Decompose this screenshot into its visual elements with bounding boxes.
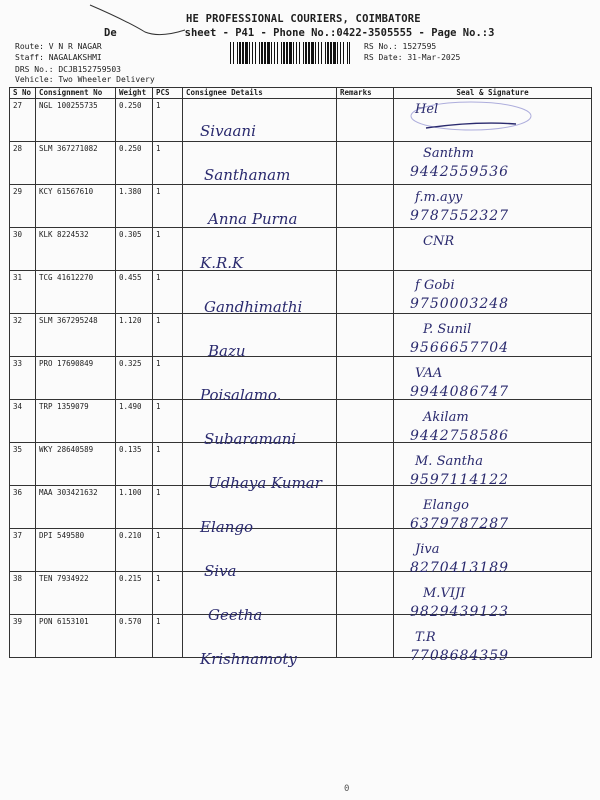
cell-remarks (337, 615, 394, 658)
barcode-bar (325, 42, 326, 64)
cell-remarks (337, 443, 394, 486)
recipient-signature: T.R (415, 630, 436, 645)
barcode-bar (327, 42, 329, 64)
consignee-name-handwritten: Elango (200, 518, 253, 536)
cell-consignment: TEN 7934922 (36, 572, 116, 615)
staff-label: Staff: NAGALAKSHMI (15, 53, 102, 62)
cell-pcs: 1 (153, 228, 183, 271)
col-header-pcs: PCS (153, 88, 183, 99)
cell-pcs: 1 (153, 271, 183, 314)
cell-weight: 0.570 (116, 615, 153, 658)
barcode-bar (349, 42, 350, 64)
route-label: Route: V N R NAGAR (15, 42, 102, 51)
cell-consignment: DPI 549580 (36, 529, 116, 572)
barcode-bar (283, 42, 285, 64)
col-header-consignee: Consignee Details (183, 88, 337, 99)
cell-pcs: 1 (153, 486, 183, 529)
barcode-bar (318, 42, 319, 64)
cell-sno: 37 (10, 529, 36, 572)
recipient-signature: Akilam (423, 410, 469, 425)
recipient-signature: Jiva (415, 542, 440, 557)
cell-consignment: PRO 17690849 (36, 357, 116, 400)
barcode-bar (281, 42, 282, 64)
cell-weight: 0.215 (116, 572, 153, 615)
barcode-image (230, 42, 350, 64)
barcode-bar (286, 42, 288, 64)
recipient-phone-handwritten: 9442559536 (410, 164, 510, 180)
barcode-bar (259, 42, 260, 64)
barcode-bar (330, 42, 332, 64)
barcode-bar (303, 42, 304, 64)
barcode-bar (308, 42, 310, 64)
recipient-phone-handwritten: 9750003248 (410, 296, 510, 312)
recipient-phone-handwritten: 9566657704 (410, 340, 510, 356)
cell-weight: 0.250 (116, 142, 153, 185)
cell-consignment: WKY 28640589 (36, 443, 116, 486)
consignee-name-handwritten: Santhanam (204, 166, 291, 184)
recipient-phone-handwritten: 7708684359 (410, 648, 510, 664)
drs-number: DRS No.: DCJB152759503 (15, 65, 121, 74)
cell-remarks (337, 99, 394, 142)
cell-sno: 32 (10, 314, 36, 357)
cell-weight: 1.120 (116, 314, 153, 357)
barcode-bar (264, 42, 266, 64)
cell-remarks (337, 357, 394, 400)
recipient-signature: M. Santha (415, 454, 483, 469)
col-header-consignment: Consignment No (36, 88, 116, 99)
cell-consignment: KLK 8224532 (36, 228, 116, 271)
cell-remarks (337, 185, 394, 228)
recipient-signature: Hel (415, 102, 439, 117)
col-header-weight: Weight (116, 88, 153, 99)
barcode-bar (299, 42, 300, 64)
cell-remarks (337, 142, 394, 185)
consignee-name-handwritten: Bazu (208, 342, 246, 360)
barcode-bar (340, 42, 341, 64)
barcode-bar (239, 42, 241, 64)
barcode-bar (347, 42, 348, 64)
company-title: HE PROFESSIONAL COURIERS, COIMBATORE (186, 13, 421, 25)
cell-pcs: 1 (153, 99, 183, 142)
cell-consignment: KCY 61567610 (36, 185, 116, 228)
recipient-phone-handwritten: 6379787287 (410, 516, 510, 532)
page-marker: 0 (344, 784, 350, 794)
cell-consignment: SLM 367295248 (36, 314, 116, 357)
recipient-signature: Elango (423, 498, 469, 513)
cell-pcs: 1 (153, 443, 183, 486)
cell-remarks (337, 228, 394, 271)
barcode-bar (277, 42, 278, 64)
cell-weight: 0.250 (116, 99, 153, 142)
consignee-name-handwritten: Sivaani (200, 122, 256, 140)
barcode-bar (271, 42, 272, 64)
cell-remarks (337, 271, 394, 314)
consignee-name-handwritten: Subaramani (204, 430, 297, 448)
cell-consignment: TRP 1359079 (36, 400, 116, 443)
barcode-bar (252, 42, 253, 64)
barcode-bar (274, 42, 275, 64)
cell-remarks (337, 529, 394, 572)
recipient-signature: f Gobi (415, 278, 455, 293)
barcode-bar (296, 42, 297, 64)
recipient-phone-handwritten: 8270413189 (410, 560, 510, 576)
recipient-phone-handwritten: 9442758586 (410, 428, 510, 444)
cell-pcs: 1 (153, 572, 183, 615)
cell-weight: 1.380 (116, 185, 153, 228)
consignee-name-handwritten: Anna Purna (208, 210, 298, 228)
consignee-name-handwritten: Siva (204, 562, 237, 580)
col-header-sno: S No (10, 88, 36, 99)
barcode-bar (293, 42, 294, 64)
cell-sno: 27 (10, 99, 36, 142)
col-header-remarks: Remarks (337, 88, 394, 99)
cell-sno: 39 (10, 615, 36, 658)
cell-pcs: 1 (153, 142, 183, 185)
barcode-bar (343, 42, 344, 64)
cell-consignment: MAA 303421632 (36, 486, 116, 529)
cell-sno: 28 (10, 142, 36, 185)
cell-weight: 0.455 (116, 271, 153, 314)
barcode-bar (267, 42, 270, 64)
recipient-signature: Santhm (423, 146, 474, 161)
cell-weight: 0.305 (116, 228, 153, 271)
barcode-bar (237, 42, 238, 64)
recipient-signature: CNR (423, 234, 455, 249)
barcode-bar (305, 42, 307, 64)
recipient-phone-handwritten: 9787552327 (410, 208, 510, 224)
cell-sno: 30 (10, 228, 36, 271)
cell-weight: 0.325 (116, 357, 153, 400)
cell-weight: 0.135 (116, 443, 153, 486)
recipient-signature: VAA (415, 366, 443, 381)
recipient-signature: M.VIJI (423, 586, 466, 601)
consignee-name-handwritten: Geetha (208, 606, 263, 624)
cell-pcs: 1 (153, 314, 183, 357)
recipient-phone-handwritten: 9944086747 (410, 384, 510, 400)
cell-pcs: 1 (153, 357, 183, 400)
col-header-seal: Seal & Signature (394, 88, 592, 99)
cell-consignment: SLM 367271082 (36, 142, 116, 185)
cell-pcs: 1 (153, 615, 183, 658)
barcode-bar (242, 42, 244, 64)
recipient-phone-handwritten: 9597114122 (410, 472, 510, 488)
cell-sno: 34 (10, 400, 36, 443)
barcode-bar (289, 42, 292, 64)
barcode-bar (315, 42, 316, 64)
cell-consignment: TCG 41612270 (36, 271, 116, 314)
barcode-bar (261, 42, 263, 64)
cell-weight: 0.210 (116, 529, 153, 572)
cell-remarks (337, 400, 394, 443)
barcode-bar (321, 42, 322, 64)
consignee-name-handwritten: Krishnamoty (200, 650, 297, 668)
recipient-signature: P. Sunil (423, 322, 472, 337)
cell-pcs: 1 (153, 529, 183, 572)
consignee-name-handwritten: Gandhimathi (204, 298, 303, 316)
barcode-bar (233, 42, 234, 64)
barcode-bar (249, 42, 250, 64)
cell-sno: 31 (10, 271, 36, 314)
consignee-name-handwritten: Udhaya Kumar (208, 474, 322, 492)
cell-weight: 1.100 (116, 486, 153, 529)
cell-consignment: NGL 100255735 (36, 99, 116, 142)
cell-remarks (337, 314, 394, 357)
cell-sno: 35 (10, 443, 36, 486)
cell-remarks (337, 572, 394, 615)
vehicle-label: Vehicle: Two Wheeler Delivery (15, 75, 155, 84)
sheet-subtitle (104, 27, 494, 39)
barcode-bar (230, 42, 231, 64)
consignee-name-handwritten: Poisalamo. (200, 386, 282, 404)
barcode-bar (311, 42, 314, 64)
cell-sno: 36 (10, 486, 36, 529)
rs-date: RS Date: 31-Mar-2025 (364, 53, 461, 62)
table-row (10, 228, 592, 271)
recipient-signature: f.m.ayy (415, 190, 463, 205)
barcode-bar (333, 42, 336, 64)
subtitle-left: De (104, 27, 117, 39)
subtitle-right: sheet - P41 - Phone No.:0422-3505555 - Page No.:3 (184, 27, 495, 39)
barcode-bar (337, 42, 338, 64)
cell-consignment: PON 6153101 (36, 615, 116, 658)
cell-sno: 33 (10, 357, 36, 400)
cell-sno: 38 (10, 572, 36, 615)
cell-pcs: 1 (153, 400, 183, 443)
barcode-bar (255, 42, 256, 64)
cell-sno: 29 (10, 185, 36, 228)
cell-weight: 1.490 (116, 400, 153, 443)
barcode-bar (245, 42, 248, 64)
cell-consignee (183, 314, 337, 357)
cell-remarks (337, 486, 394, 529)
recipient-phone-handwritten: 9829439123 (410, 604, 510, 620)
cell-pcs: 1 (153, 185, 183, 228)
rs-number: RS No.: 1527595 (364, 42, 437, 51)
consignee-name-handwritten: K.R.K (200, 254, 244, 272)
